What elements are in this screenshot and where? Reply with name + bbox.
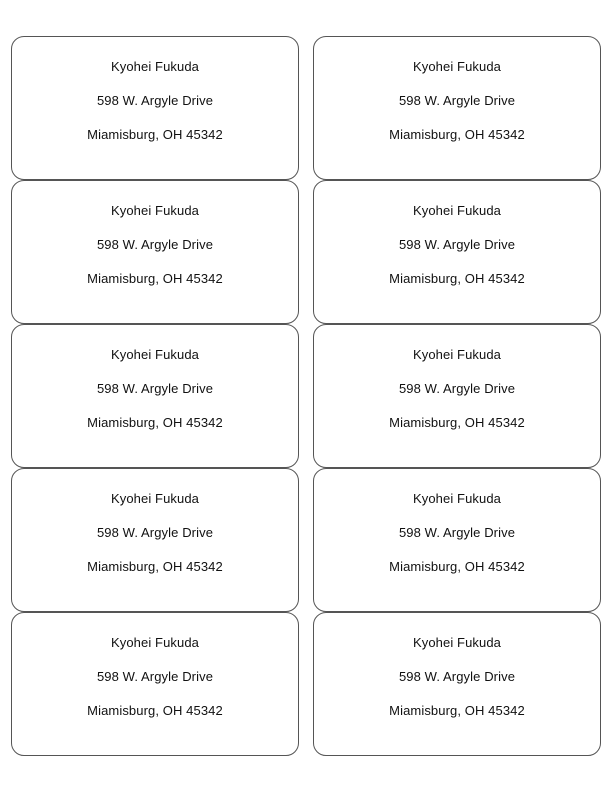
street-address: 598 W. Argyle Drive	[398, 381, 516, 396]
city-state-zip: Miamisburg, OH 45342	[87, 415, 223, 430]
recipient-name: Kyohei Fukuda	[110, 347, 200, 362]
address-label	[313, 180, 601, 324]
city-state-zip: Miamisburg, OH 45342	[87, 703, 223, 718]
street-address: 598 W. Argyle Drive	[96, 525, 214, 540]
recipient-name: Kyohei Fukuda	[412, 347, 502, 362]
address-label	[313, 612, 601, 756]
city-state-zip: Miamisburg, OH 45342	[389, 271, 525, 286]
recipient-name: Kyohei Fukuda	[412, 203, 502, 218]
city-state-zip: Miamisburg, OH 45342	[87, 559, 223, 574]
street-address: 598 W. Argyle Drive	[398, 93, 516, 108]
recipient-name: Kyohei Fukuda	[110, 59, 200, 74]
city-state-zip: Miamisburg, OH 45342	[389, 415, 525, 430]
street-address: 598 W. Argyle Drive	[96, 237, 214, 252]
recipient-name: Kyohei Fukuda	[110, 203, 200, 218]
address-label	[313, 468, 601, 612]
street-address: 598 W. Argyle Drive	[398, 669, 516, 684]
address-label	[11, 180, 299, 324]
street-address: 598 W. Argyle Drive	[398, 525, 516, 540]
city-state-zip: Miamisburg, OH 45342	[389, 703, 525, 718]
address-label	[313, 324, 601, 468]
address-label	[11, 324, 299, 468]
street-address: 598 W. Argyle Drive	[96, 93, 214, 108]
recipient-name: Kyohei Fukuda	[110, 635, 200, 650]
recipient-name: Kyohei Fukuda	[412, 491, 502, 506]
recipient-name: Kyohei Fukuda	[412, 59, 502, 74]
label-sheet	[11, 36, 601, 756]
address-label	[313, 36, 601, 180]
address-label	[11, 612, 299, 756]
recipient-name: Kyohei Fukuda	[412, 635, 502, 650]
street-address: 598 W. Argyle Drive	[96, 669, 214, 684]
address-label	[11, 36, 299, 180]
street-address: 598 W. Argyle Drive	[96, 381, 214, 396]
city-state-zip: Miamisburg, OH 45342	[87, 271, 223, 286]
city-state-zip: Miamisburg, OH 45342	[389, 127, 525, 142]
street-address: 598 W. Argyle Drive	[398, 237, 516, 252]
address-label	[11, 468, 299, 612]
city-state-zip: Miamisburg, OH 45342	[87, 127, 223, 142]
city-state-zip: Miamisburg, OH 45342	[389, 559, 525, 574]
recipient-name: Kyohei Fukuda	[110, 491, 200, 506]
